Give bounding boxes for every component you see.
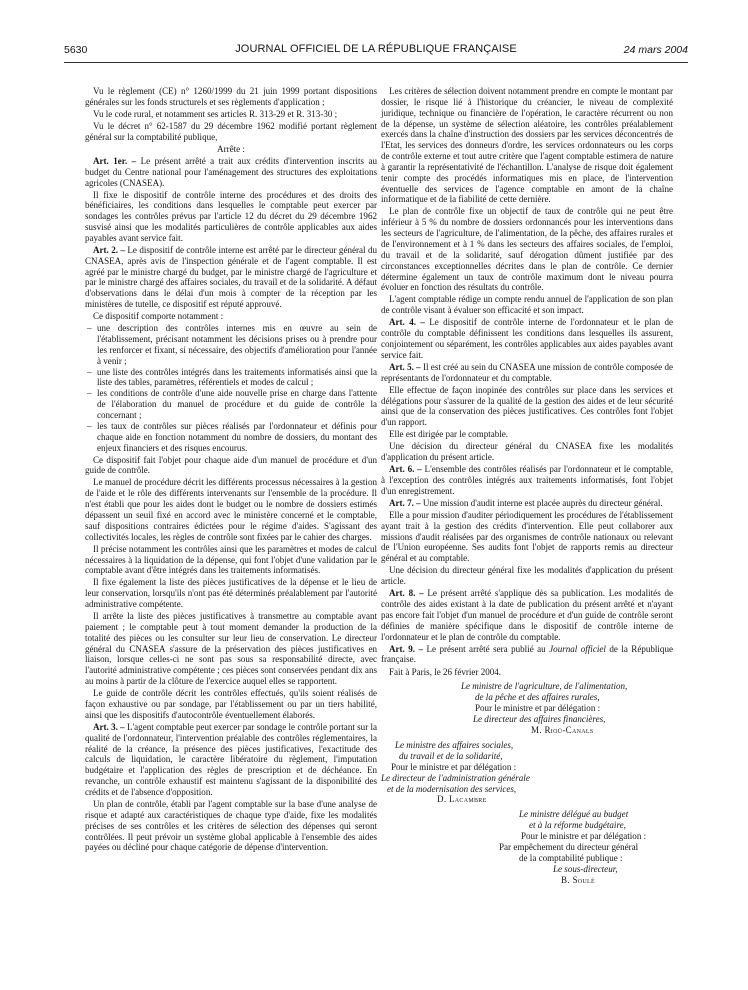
list-item: – une description des contrôles internes mis en œuvre au sein de l'établissement, précisant notamment les décisions prises ou à prendre pour les renforcer et fixant, si nécessaire, des objectifs d'amélioration pour l'année à venir ; [85, 323, 377, 366]
journal-officiel-italic: Journal officiel [549, 643, 606, 654]
signature-block-budget: Le ministre délégué au budget et à la réforme budgétaire, Pour le ministre et par délégation : Par empêchement du directeur général de la comptabilité publique : Le sous-directeur, B. Soulé [381, 809, 673, 885]
paragraph: Il arrête la liste des pièces justificatives à transmettre au comptable avant paiement ; le comptable peut à tout moment demander la production de la totalité des pièces ou les consulter sur leur lieu de conservation. Le directeur général du CNASEA s'assure de la préservation des pièces justificatives en liaison, lorsque celles-ci ne sont pas sous sa responsabilité directe, avec l'autorité administrative compétente ; ces pièces sont conservées pendant dix ans au moins à partir de la clôture de l'exercice auquel elles se rapportent. [85, 611, 377, 687]
visa-paragraph: Vu le code rural, et notamment ses articles R. 313-29 et R. 313-30 ; [93, 108, 338, 119]
article-label: Art. 3. – [93, 721, 125, 732]
article-label: Art. 1er. – [93, 155, 137, 166]
paragraph: Le plan de contrôle fixe un objectif de taux de contrôle qui ne peut être inférieur à 5 % du nombre de dossiers ordonnancés pour les interventions dans les secteurs de l'agriculture, de l'alimentation, de la pêche, des affaires rurales et de l'environnement et à 1 % dans les secteurs des affaires sociales, de l'emploi, du travail et de la solidarité, sauf dérogation dûment justifiée par des circonstances exceptionnelles décrites dans le plan de contrôle. Ce dernier détermine également un taux de contrôle maximum dont le niveau pourra évoluer en fonction des résultats du contrôle. [381, 206, 673, 293]
signature-block-agriculture: Le ministre de l'agriculture, de l'alimentation, de la pêche et des affaires rurales, Pour le ministre et par délégation : Le directeur des affaires financières, M. Rioü-Canals [381, 681, 673, 736]
article-label: Art. 9. – [389, 643, 424, 654]
right-column [381, 86, 673, 890]
article-2-list [85, 323, 377, 453]
publication-date: 24 mars 2004 [623, 44, 688, 56]
signatory-name: B. Soulé [561, 874, 595, 885]
paragraph: Il précise notamment les contrôles ainsi que les paramètres et modes de calcul nécessaires à la liquidation de la dépense, qui font l'objet d'une validation par le comptable avant d'être intégrés dans les traitements informatisés. [85, 543, 377, 576]
article-label: Art. 6. – [389, 464, 422, 475]
visa-paragraph: Vu le règlement (CE) n° 1260/1999 du 21 juin 1999 portant dispositions générales sur les fonds structurels et ses règlements d'application ; [85, 86, 377, 107]
article-4: Art. 4. – Le dispositif de contrôle interne de l'ordonnateur et le plan de contrôle du comptable définissent les conditions dans lesquelles ils assurent, conjointement ou séparément, les contrôles applicables aux aides payables avant service fait. [381, 317, 674, 360]
paragraph: Elle est dirigée par le comptable. [389, 429, 509, 440]
article-9: Art. 9. – Le présent arrêté sera publié au Journal officiel de la République française. [381, 643, 673, 665]
paragraph: Il fixe le dispositif de contrôle interne des procédures et des droits des bénéficiaires, les conditions dans lesquelles le comptable peut exercer par sondages les contrôles prévus par l'article 12 du décret du 29 décembre 1962 susvisé ainsi que les modalités particulières de contrôle applicables aux aides payables avant service fait. [85, 189, 377, 243]
fait-a-paris: Fait à Paris, le 26 février 2004. [389, 666, 502, 677]
signature-block-affaires-sociales: Le ministre des affaires sociales, du travail et de la solidarité, Pour le ministre et par délégation : Le directeur de l'administration générale et de la modernisation des services, D. Lacambre [381, 740, 673, 805]
article-label: Art. 7. – [389, 497, 421, 508]
list-item: – les conditions de contrôle d'une aide nouvelle prise en charge dans l'attente de l'élaboration du manuel de procédure et du guide de contrôle la concernant ; [85, 388, 377, 421]
paragraph: Ce dispositif fait l'objet pour chaque aide d'un manuel de procédure et d'un guide de contrôle. [85, 454, 377, 476]
paragraph: Une décision du directeur général du CNASEA fixe les modalités d'application du présent article. [381, 441, 673, 463]
paragraph: L'agent comptable rédige un compte rendu annuel de l'application de son plan de contrôle visant à évaluer son efficacité et son impact. [381, 294, 673, 316]
list-item: – une liste des contrôles intégrés dans les traitements informatisés ainsi que la liste des tables, paramètres, référentiels et modes de calcul ; [85, 367, 377, 389]
page-header [64, 40, 688, 63]
article-1: Art. 1er. – Le présent arrêté a trait aux crédits d'intervention inscrits au budget du Centre national pour l'aménagement des structures des exploitations agricoles (CNASEA). [85, 155, 377, 188]
article-label: Art. 2. – [93, 244, 125, 255]
paragraph: Elle a pour mission d'auditer périodiquement les procédures de l'établissement ayant trait à la gestion des crédits d'intervention. Elle peut collaborer aux missions d'audit réalisées par des organismes de contrôle nationaux ou relevant de l'Union européenne. Ses audits font l'objet de rapports remis au directeur général et au comptable. [381, 509, 673, 564]
article-7: Art. 7. – Une mission d'audit interne est placée auprès du directeur général. [389, 497, 663, 508]
article-6: Art. 6. – L'ensemble des contrôles réalisés par l'ordonnateur et le comptable, à l'exception des contrôles intégrés aux traitements informatisés, font l'objet d'un enregistrement. [381, 464, 674, 496]
article-label: Art. 5. – [389, 361, 421, 372]
paragraph: Il fixe également la liste des pièces justificatives de la dépense et le lieu de leur conservation, lorsqu'ils n'ont pas été déterminés préalablement par l'autorité administrative compétente. [85, 577, 377, 610]
signatory-name: D. Lacambre [437, 794, 487, 805]
left-column [85, 86, 377, 854]
article-label: Art. 8. – [389, 588, 424, 599]
arrete-heading: Arrête : [217, 143, 245, 154]
paragraph: Le guide de contrôle décrit les contrôles effectués, qu'ils soient réalisés de façon exhaustive ou par sondage, par l'établissement ou par un tiers habilité, ainsi que les dispositifs d'autocontrôle éventuellement élaborés. [85, 688, 377, 720]
list-item: – les taux de contrôles sur pièces réalisés par l'ordonnateur et définis pour chaque aide en fonction notamment du nombre de dossiers, du montant des enjeux financiers et des risques encourus. [85, 421, 377, 454]
paragraph: Le manuel de procédure décrit les différents processus nécessaires à la gestion de l'aide et le rôle des différents intervenants sur l'ensemble de la procédure. Il n'est établi que pour les aides dont le budget ou le nombre de dossiers estimés dépassent un seuil fixé en accord avec le ministère concerné et le comptable, sauf dispositions contraires édictées pour le régime d'aides. S'agissant des collectivités locales, les règles de contrôle sont fixées par le cahier des charges. [85, 477, 377, 542]
article-5: Art. 5. – Il est créé au sein du CNASEA une mission de contrôle composée de représentants de l'ordonnateur et du comptable. [381, 361, 673, 383]
page-number: 5630 [64, 44, 88, 56]
visa-paragraph: Vu le décret n° 62-1587 du 29 décembre 1962 modifié portant règlement général sur la comptabilité publique, [85, 120, 377, 142]
article-8: Art. 8. – Le présent arrêté s'applique dès sa publication. Les modalités de contrôle des aides existant à la date de publication du présent arrêté et n'ayant pas encore fait l'objet d'un manuel de procédure et d'un guide de contrôle seront définies de manière spécifique dans le dispositif de contrôle interne de l'ordonnateur et le plan de contrôle du comptable. [381, 588, 674, 642]
article-3: Art. 3. – L'agent comptable peut exercer par sondage le contrôle portant sur la qualité de l'ordonnateur, l'intervention préalable des contrôles réglementaires, la réalité de la créance, la présence des pièces justificatives, l'exactitude des calculs de liquidation, le caractère libératoire du règlement, l'imputation budgétaire et l'application des règles de prescription et de déchéance. En revanche, un contrôle exhaustif est maintenu s'agissant de la disponibilité des crédits et de l'absence d'opposition. [85, 721, 378, 797]
paragraph: Les critères de sélection doivent notamment prendre en compte le montant par dossier, le risque lié à l'historique du créancier, le niveau de complexité juridique, technique ou financière de l'opération, le caractère récurrent ou non de la dépense, un système de sélection aléatoire, les contrôles préalablement exercés dans la chaîne d'instruction des dossiers par les services déconcentrés de l'Etat, les services des donneurs d'ordre, les services ordonnateurs ou les corps de contrôle externe et tout autre critère que l'agent comptable estimera de nature à garantir la représentativité de l'échantillon. L'analyse de risque doit également tenir compte des procédés informatiques mis en place, de l'intervention éventuelle des services de l'agence comptable en amont de la chaîne informatique et de la fiabilité de cette dernière. [381, 86, 673, 205]
paragraph: Elle effectue de façon inopinée des contrôles sur place dans les services et délégations pour s'assurer de la qualité de la gestion des aides et de leur sécurité ainsi que de la conservation des pièces justificatives. Ces contrôles font l'objet d'un rapport. [381, 384, 673, 428]
paragraph: Un plan de contrôle, établi par l'agent comptable sur la base d'une analyse de risque et adapté aux caractéristiques de chaque type d'aide, fixe les modalités précises de ses contrôles et les critères de sélection des dépenses qui seront contrôlées. Il peut prévoir un système global applicable à l'ensemble des aides payées ou décliné pour chaque catégorie de dépense d'intervention. [85, 799, 377, 853]
article-label: Art. 4. – [389, 317, 425, 328]
journal-title: JOURNAL OFFICIEL DE LA RÉPUBLIQUE FRANÇAISE [235, 43, 517, 55]
paragraph: Ce dispositif comporte notamment : [93, 311, 224, 322]
article-2: Art. 2. – Le dispositif de contrôle interne est arrêté par le directeur général du CNASEA, après avis de l'inspection générale et de l'agent comptable. Il est agréé par le ministre chargé du budget, par le ministre chargé de l'agriculture et par le ministre chargé des affaires sociales, du travail et de la solidarité. A défaut d'observations dans le délai d'un mois à compter de la réception par les ministères de tutelle, ce dispositif est réputé approuvé. [85, 244, 377, 310]
signatory-name: M. Rioü-Canals [531, 724, 594, 735]
paragraph: Une décision du directeur général fixe les modalités d'application du présent article. [381, 565, 673, 587]
